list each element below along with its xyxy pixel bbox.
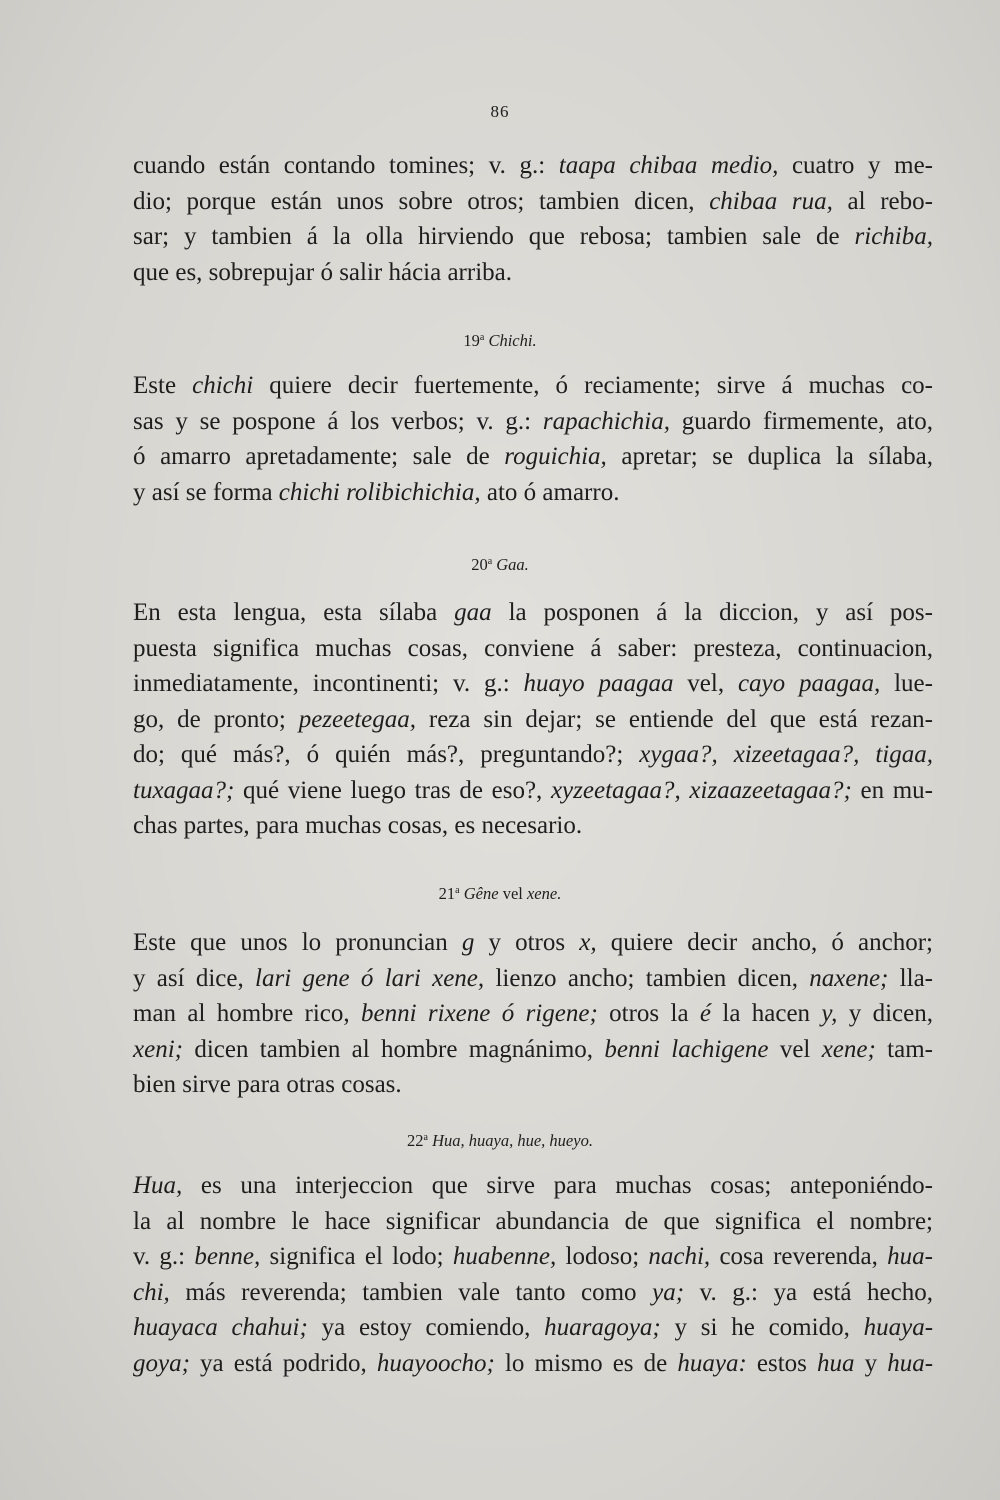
italic-term: richiba,	[854, 223, 933, 250]
section-title: Gaa.	[496, 555, 529, 574]
text-run: al rebo-	[832, 187, 933, 215]
text-line	[133, 773, 933, 809]
text-line	[133, 1204, 933, 1240]
text-run: vel	[768, 1035, 822, 1063]
page-number: 86	[490, 102, 510, 121]
italic-term: huayoocho;	[376, 1349, 495, 1377]
paragraph-chibaa	[133, 148, 933, 290]
italic-term: chichi rolibichichia,	[278, 478, 481, 506]
italic-term: é	[699, 1000, 712, 1027]
ordinal-mark: a	[423, 1132, 428, 1143]
text-line	[133, 961, 933, 997]
section-title-alt: xene.	[526, 884, 562, 903]
text-run: y así dice,	[133, 964, 256, 992]
text-run: es una interjeccion que sirve para muchas cosas; anteponiéndo-	[182, 1172, 933, 1199]
text-run: lo mismo es de	[494, 1349, 678, 1377]
text-run: y si he comido,	[660, 1314, 864, 1341]
text-run: lla-	[888, 964, 933, 992]
ordinal-mark: a	[479, 332, 485, 343]
text-run: quiere decir ancho, ó anchor;	[596, 929, 933, 956]
section-number: 22	[407, 1131, 424, 1150]
text-run: y otros	[474, 929, 580, 956]
italic-term: benni lachigene	[604, 1035, 769, 1063]
text-line	[133, 184, 933, 220]
italic-term: huayo paagaa	[523, 670, 674, 697]
text-run: man al hombre rico,	[133, 1000, 361, 1027]
text-run: y así se forma	[133, 478, 279, 506]
text-line	[133, 439, 933, 475]
text-run: En esta lengua, esta sílaba	[133, 599, 455, 626]
text-run: guardo firmemente, ato,	[669, 407, 933, 435]
text-run: y dicen,	[837, 1000, 933, 1027]
text-run: inmediatamente, incontinenti; v. g.:	[133, 670, 524, 697]
text-line	[133, 1239, 933, 1275]
section-title: Gêne	[463, 884, 499, 903]
section-heading-22	[0, 1131, 1000, 1151]
italic-term: lari gene ó lari xene,	[255, 964, 485, 992]
text-line	[133, 255, 933, 291]
italic-term: goya;	[133, 1349, 190, 1377]
paragraph-gaa	[133, 595, 933, 844]
text-run: quiere decir fuertemente, ó reciamente; sirve á muchas co-	[253, 372, 933, 399]
italic-term: xene;	[821, 1035, 876, 1063]
text-run: lodoso;	[556, 1243, 649, 1270]
italic-term: Hua,	[133, 1172, 183, 1199]
italic-term: chi,	[133, 1278, 170, 1306]
italic-term: chichi	[192, 372, 254, 399]
italic-term: taapa chibaa medio,	[558, 152, 779, 179]
text-run: lue-	[880, 670, 933, 697]
text-line	[133, 996, 933, 1032]
text-run: ato ó amarro.	[480, 478, 620, 506]
text-line	[133, 702, 933, 738]
text-run: ya está podrido,	[189, 1349, 377, 1377]
paragraph-hua	[133, 1168, 933, 1381]
text-run: puesta significa muchas cosas, conviene á saber: presteza, continuacion,	[133, 634, 933, 662]
italic-term: huaya-	[863, 1314, 934, 1341]
italic-term: huabenne,	[452, 1243, 557, 1270]
italic-term: cayo paagaa,	[737, 670, 881, 697]
text-run: ó amarro apretadamente; sale de	[133, 443, 505, 470]
text-line	[133, 404, 933, 440]
text-run: do; qué más?, ó quién más?, preguntando?;	[133, 741, 640, 768]
section-heading-19	[0, 331, 1000, 351]
italic-term: benni rixene ó rigene;	[361, 1000, 598, 1027]
italic-term: chibaa rua,	[709, 187, 833, 215]
text-run: lienzo ancho; tambien dicen,	[484, 964, 810, 992]
italic-term: x,	[579, 929, 597, 956]
italic-term: xeni;	[133, 1035, 183, 1063]
text-line	[133, 737, 933, 773]
italic-term: huaragoya;	[544, 1314, 661, 1341]
section-number: 20	[471, 555, 488, 574]
text-run: chas partes, para muchas cosas, es necesario.	[133, 812, 583, 839]
text-run: reza sin dejar; se entiende del que está rezan-	[416, 705, 933, 733]
italic-term: roguichia,	[504, 443, 607, 470]
text-run: Este que unos lo pronuncian	[133, 929, 462, 956]
text-run: sar; y tambien á la olla hirviendo que rebosa; tambien sale de	[133, 223, 855, 250]
text-line	[133, 631, 933, 667]
text-line	[133, 1275, 933, 1311]
ordinal-mark: a	[455, 885, 460, 896]
paragraph-chichi	[133, 368, 933, 510]
italic-term: pezeetegaa,	[298, 705, 416, 733]
text-run: cuatro y me-	[778, 152, 933, 179]
text-run: Este	[133, 372, 193, 399]
section-title: Chichi.	[488, 331, 537, 350]
italic-term: hua-	[887, 1243, 933, 1270]
section-number: 21	[438, 884, 456, 903]
section-title: Hua, huaya, hue, hueyo.	[432, 1131, 593, 1150]
text-run: otros la	[597, 1000, 700, 1027]
text-run: más reverenda; tambien vale tanto como	[169, 1278, 653, 1306]
italic-term: rapachichia,	[542, 407, 670, 435]
text-run: dicen tambien al hombre magnánimo,	[182, 1035, 605, 1063]
text-line	[133, 368, 933, 404]
text-run: cuando están contando tomines; v. g.:	[133, 152, 559, 179]
text-run: go, de pronto;	[133, 705, 299, 733]
italic-term: benne,	[194, 1243, 261, 1270]
text-run: v. g.:	[133, 1243, 195, 1270]
text-run: en mu-	[851, 776, 933, 804]
section-title-separator: vel	[498, 884, 527, 903]
italic-term: y,	[821, 1000, 838, 1027]
text-run: dio; porque están unos sobre otros; tambien dicen,	[133, 187, 710, 215]
section-heading-20	[0, 555, 1000, 575]
text-line	[133, 148, 933, 184]
text-run: bien sirve para otras cosas.	[133, 1071, 402, 1098]
text-run: que es, sobrepujar ó salir hácia arriba.	[133, 258, 513, 286]
text-run: tam-	[875, 1035, 933, 1063]
italic-term: tuxagaa?;	[133, 776, 235, 804]
text-run: qué viene luego tras de eso?,	[234, 776, 551, 804]
italic-term: g	[461, 929, 475, 956]
text-line	[133, 1168, 933, 1204]
italic-term: naxene;	[809, 964, 889, 992]
text-run: vel,	[673, 670, 738, 697]
section-heading-21	[0, 884, 1000, 904]
text-line	[133, 1310, 933, 1346]
italic-term: xyzeetagaa?, xizaazeetagaa?;	[550, 776, 852, 804]
text-run: sas y se pospone á los verbos; v. g.:	[133, 407, 543, 435]
section-number: 19	[463, 331, 480, 350]
text-line	[133, 1067, 933, 1103]
text-line	[133, 219, 933, 255]
text-run: la hacen	[711, 1000, 822, 1027]
text-line	[133, 925, 933, 961]
text-run: v. g.: ya está hecho,	[684, 1278, 933, 1306]
italic-term: gaa	[454, 599, 492, 626]
text-line	[133, 475, 933, 511]
text-run: significa el lodo;	[260, 1243, 453, 1270]
italic-term: huayaca chahui;	[133, 1314, 308, 1341]
text-line	[133, 1346, 933, 1382]
italic-term: xygaa?, xizeetagaa?, tigaa,	[639, 741, 933, 768]
text-run: cosa reverenda,	[710, 1243, 888, 1270]
italic-term: nachi,	[648, 1243, 711, 1270]
paragraph-gene	[133, 925, 933, 1103]
text-run: ya estoy comiendo,	[307, 1314, 545, 1341]
text-line	[133, 808, 933, 844]
italic-term: ya;	[652, 1278, 685, 1306]
text-run: la al nombre le hace significar abundancia de que significa el nombre;	[133, 1207, 933, 1235]
text-run: y	[854, 1349, 888, 1377]
text-line	[133, 1032, 933, 1068]
text-run: apretar; se duplica la sílaba,	[606, 443, 933, 470]
text-run: estos	[746, 1349, 817, 1377]
text-line	[133, 666, 933, 702]
text-line	[133, 595, 933, 631]
italic-term: hua-	[887, 1349, 934, 1377]
italic-term: huaya:	[677, 1349, 747, 1377]
italic-term: hua	[816, 1349, 855, 1377]
ordinal-mark: a	[487, 556, 493, 567]
text-run: la posponen á la diccion, y así pos-	[491, 599, 933, 626]
